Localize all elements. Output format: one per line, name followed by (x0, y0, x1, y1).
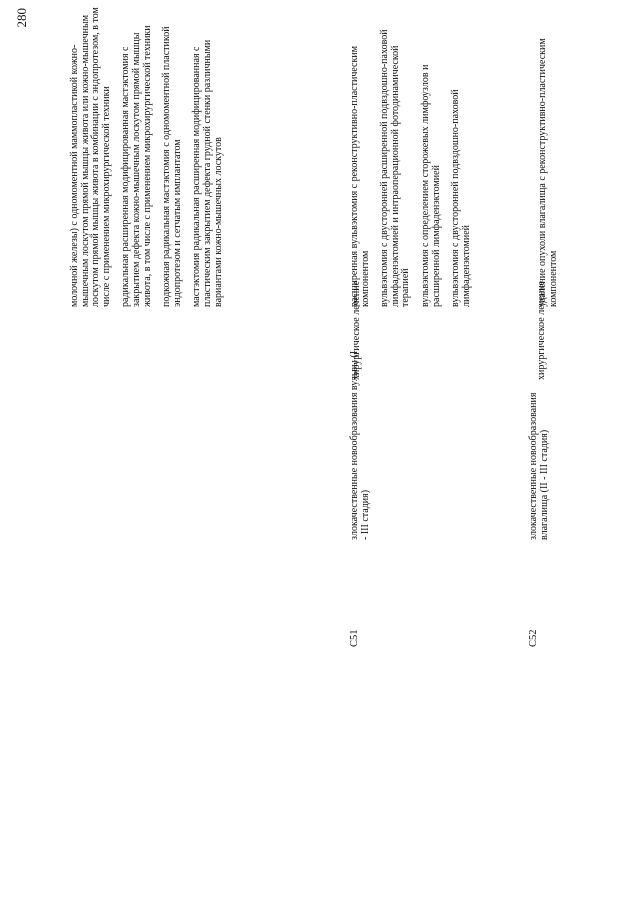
row-methods (538, 7, 568, 307)
method-text: удаление опухоли влагалища с реконструктивно-пластическим компонентом (537, 38, 559, 307)
row-code: C51 (349, 629, 360, 647)
method-text: молочной железы) с одномоментной маммопластикой кожно-мышечным лоскутом прямой мышцы живота или кожно-мышечным лоскутом прямой мышцы живота в комбинации с эндопротезом, в том числе с применением микрохирургической техники (69, 7, 112, 307)
method-text: вульвэктомия с двусторонней подвздошно-паховой лимфаденэктомией (450, 89, 472, 307)
row-code: C52 (528, 629, 539, 647)
row-diagnosis: злокачественные новообразования вульвы (I - III стадия) (349, 350, 371, 540)
method-text: вульвэктомия с двусторонней расширенной подвздошно-паховой лимфаденэктомией и интраоперационной фотодинамической терапией (379, 29, 412, 307)
method-text: мастэктомия радикальная расширенная модифицированная с пластическим закрытием дефекта грудной стенки различными вариантами кожно-мышечных лоскутов (191, 39, 224, 307)
method-text: вульвэктомия с определением сторожевых лимфоузлов и расширенной лимфаденэктомией (419, 64, 442, 307)
row-diagnosis: злокачественные новообразования влагалища (II - III стадия) (528, 392, 550, 540)
page-number: 280 (14, 8, 29, 28)
row-treatment: хирургическое лечение (351, 280, 362, 380)
method-text: подкожная радикальная мастэктомия с одномоментной пластикой эндопротезом и сетчатым имплантатом (161, 26, 183, 307)
row-treatment: хирургическое лечение (536, 280, 547, 380)
row-methods (350, 7, 481, 307)
method-text: радикальная расширенная модифицированная мастэктомия с закрытием дефекта кожно-мышечным лоскутом прямой мышцы живота, в том числе с применением микрохирургической техники (120, 25, 153, 307)
continued-methods (70, 7, 233, 307)
method-text: расширенная вульвэктомия с реконструктивно-пластическим компонентом (349, 45, 371, 307)
